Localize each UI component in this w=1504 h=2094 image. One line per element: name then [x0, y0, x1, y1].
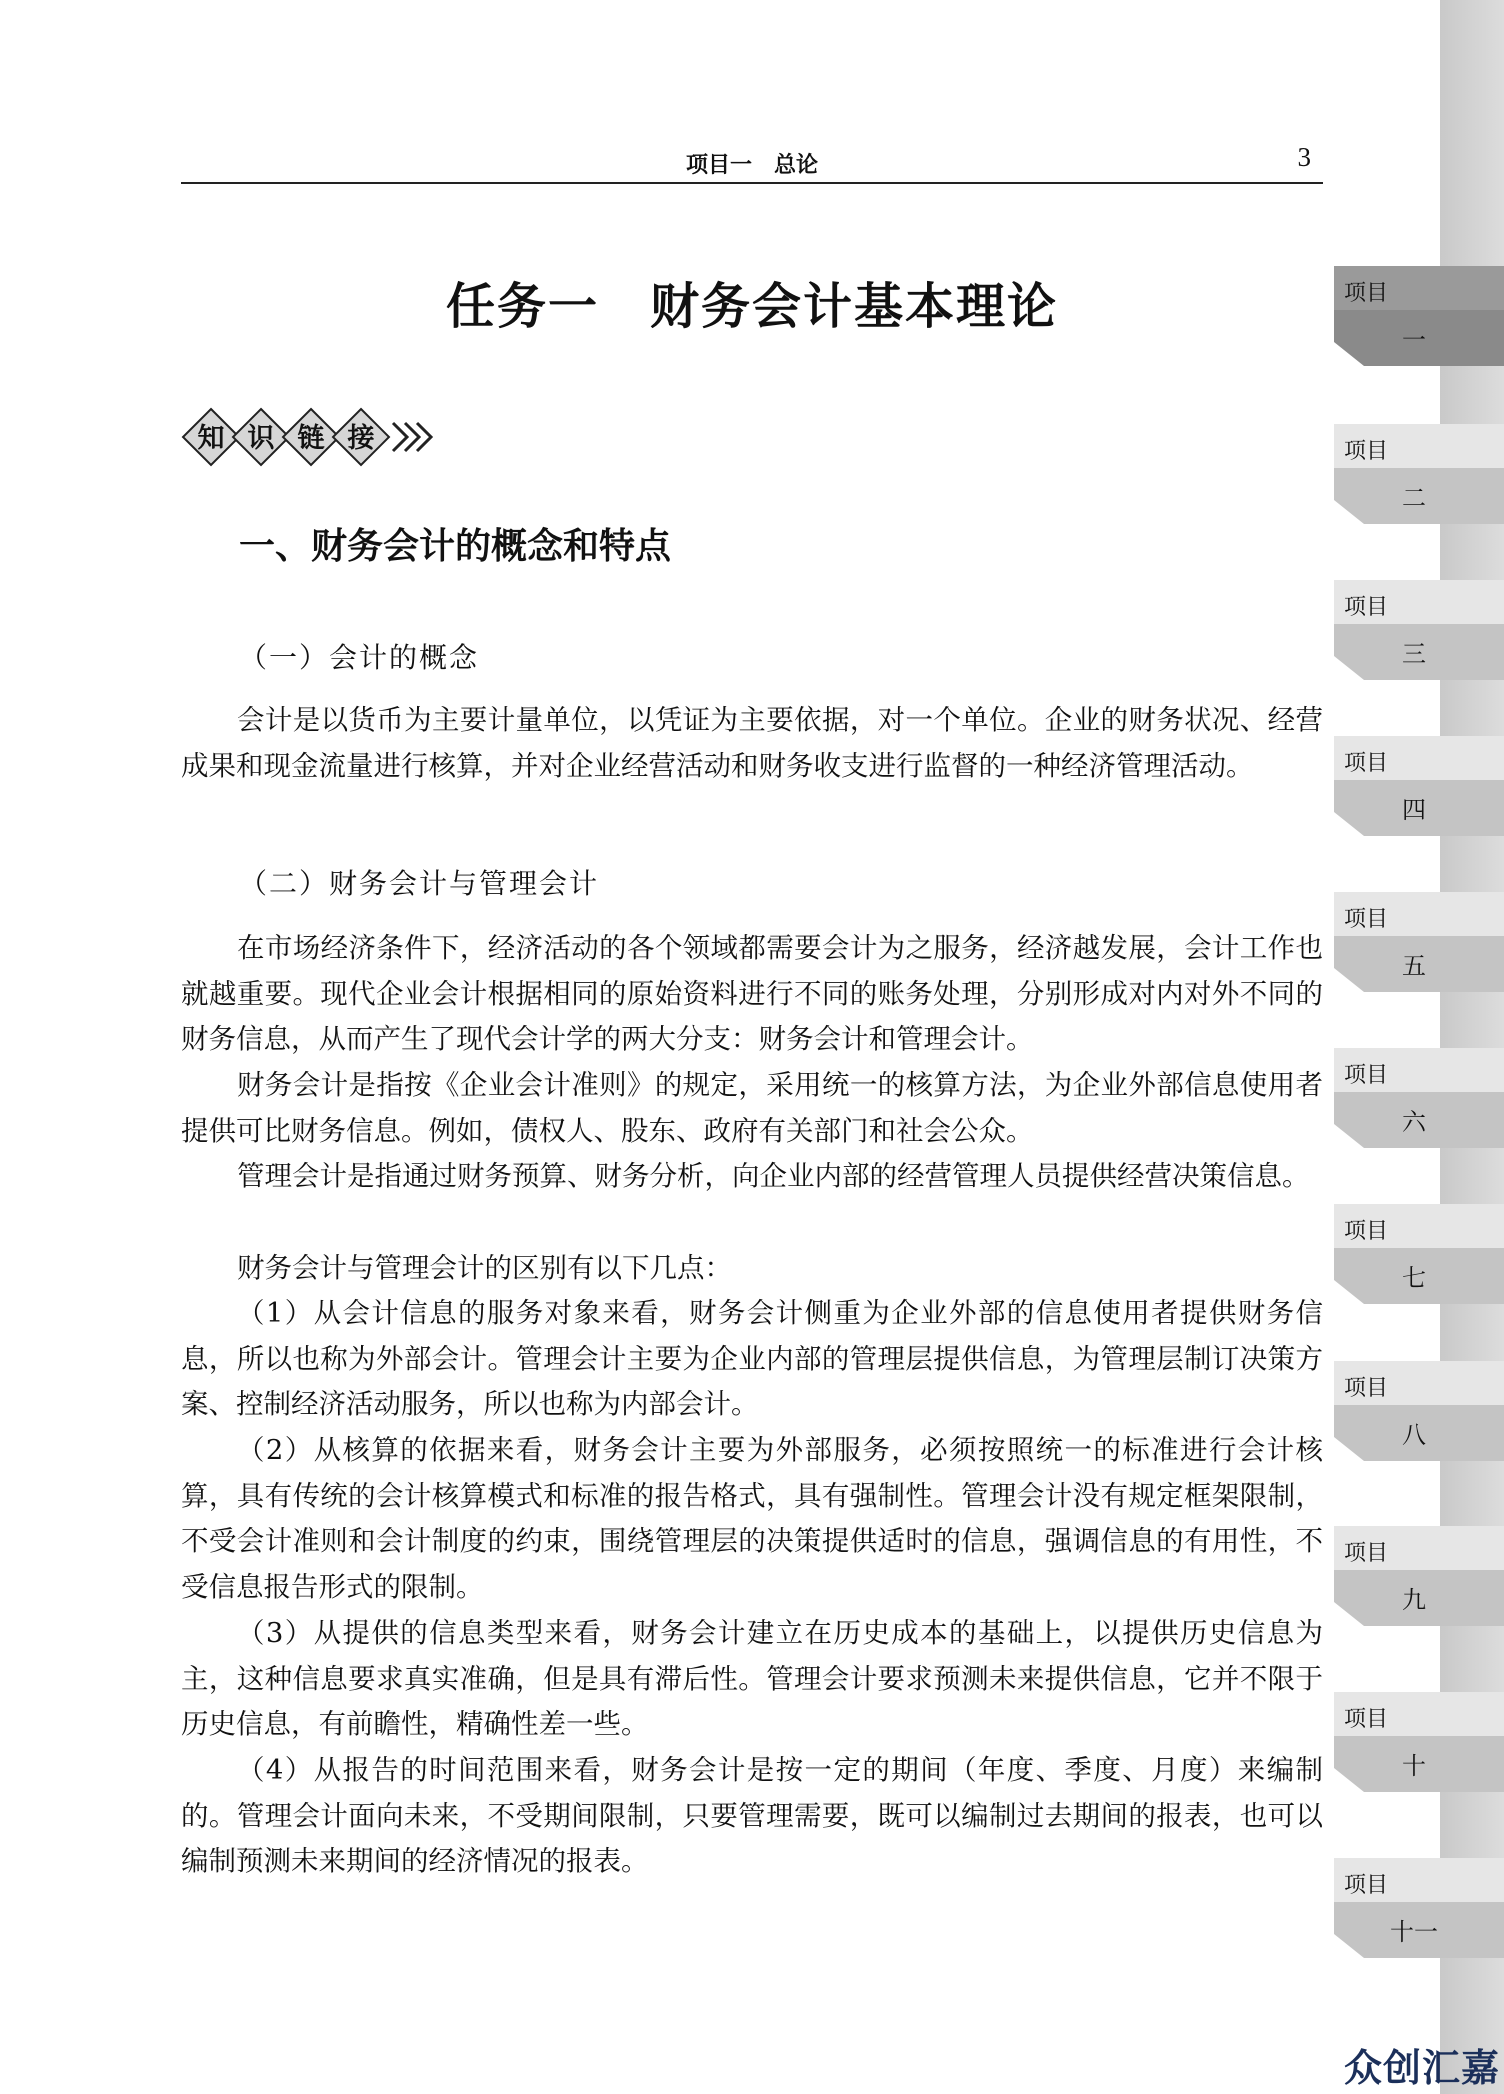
paragraph: 财务会计与管理会计的区别有以下几点：: [237, 1252, 732, 1284]
tab-number: 七: [1402, 1264, 1426, 1292]
tab-label: 项目: [1344, 1873, 1389, 1898]
tab-label: 项目: [1344, 595, 1389, 620]
project-tab-2[interactable]: [1334, 424, 1504, 524]
watermark-logo: 众创汇嘉: [1343, 2046, 1500, 2090]
badge-char-4: 接: [347, 423, 375, 454]
tab-number: 二: [1402, 484, 1426, 512]
tab-number: 十: [1402, 1752, 1426, 1780]
project-tab-10[interactable]: [1334, 1692, 1504, 1792]
task-title: 任务一 财务会计基本理论: [445, 277, 1058, 335]
badge-arrows-icon: [393, 423, 431, 451]
tab-label: 项目: [1344, 281, 1389, 306]
header-title: 项目一 总论: [685, 153, 818, 178]
tab-label: 项目: [1344, 1219, 1389, 1244]
paragraph: （3）从提供的信息类型来看，财务会计建立在历史成本的基础上，以提供历史信息为主，这种信息要求真实准确，但是具有滞后性。管理会计要求预测未来提供信息，它并不限于历史信息，有前瞻性，精确性差一些。: [181, 1617, 1323, 1741]
tab-label: 项目: [1344, 907, 1389, 932]
tab-label: 项目: [1344, 751, 1389, 776]
paragraph: 财务会计是指按《企业会计准则》的规定，采用统一的核算方法，为企业外部信息使用者提供可比财务信息。例如，债权人、股东、政府有关部门和社会公众。: [181, 1069, 1323, 1147]
paragraph: （4）从报告的时间范围来看，财务会计是按一定的期间（年度、季度、月度）来编制的。管理会计面向未来，不受期间限制，只要管理需要，既可以编制过去期间的报表，也可以编制预测未来期间的经济情况的报表。: [181, 1754, 1323, 1878]
paragraph: （1）从会计信息的服务对象来看，财务会计侧重为企业外部的信息使用者提供财务信息，所以也称为外部会计。管理会计主要为企业内部的管理层提供信息，为管理层制订决策方案、控制经济活动服务，所以也称为内部会计。: [181, 1297, 1323, 1421]
knowledge-link-badge: [179, 405, 459, 469]
paragraph: 在市场经济条件下，经济活动的各个领域都需要会计为之服务，经济越发展，会计工作也就越重要。现代企业会计根据相同的原始资料进行不同的账务处理，分别形成对内对外不同的财务信息，从而产生了现代会计学的两大分支：财务会计和管理会计。: [181, 932, 1323, 1056]
badge-char-1: 知: [197, 423, 225, 454]
subsection-heading-2: （二）财务会计与管理会计: [239, 867, 600, 900]
paragraph: （2）从核算的依据来看，财务会计主要为外部服务，必须按照统一的标准进行会计核算，具有传统的会计核算模式和标准的报告格式，具有强制性。管理会计没有规定框架限制，不受会计准则和会计制度的约束，围绕管理层的决策提供适时的信息，强调信息的有用性，不受信息报告形式的限制。: [181, 1434, 1323, 1604]
tab-label: 项目: [1344, 1707, 1389, 1732]
tab-label: 项目: [1344, 439, 1389, 464]
tab-number: 八: [1402, 1421, 1426, 1449]
project-tab-11[interactable]: [1334, 1858, 1504, 1958]
project-tab-4[interactable]: [1334, 736, 1504, 836]
badge-char-3: 链: [297, 423, 325, 454]
tab-label: 项目: [1344, 1541, 1389, 1566]
subsection-heading-1: （一）会计的概念: [239, 641, 480, 674]
project-tab-7[interactable]: [1334, 1204, 1504, 1304]
paragraph: 会计是以货币为主要计量单位，以凭证为主要依据，对一个单位。企业的财务状况、经营成果和现金流量进行核算，并对企业经营活动和财务收支进行监督的一种经济管理活动。: [181, 704, 1323, 782]
badge-char-2: 识: [247, 423, 275, 454]
tab-label: 项目: [1344, 1376, 1389, 1401]
tab-number: 一: [1402, 326, 1426, 354]
project-tab-3[interactable]: [1334, 580, 1504, 680]
paragraph: 管理会计是指通过财务预算、财务分析，向企业内部的经营管理人员提供经营决策信息。: [237, 1160, 1310, 1192]
section-heading: 一、财务会计的概念和特点: [239, 526, 672, 567]
page-number: 3: [1297, 142, 1311, 172]
project-tab-1[interactable]: [1334, 266, 1504, 366]
project-tab-6[interactable]: [1334, 1048, 1504, 1148]
project-tab-5[interactable]: [1334, 892, 1504, 992]
tab-number: 九: [1402, 1586, 1426, 1614]
project-tab-9[interactable]: [1334, 1526, 1504, 1626]
running-header: [181, 140, 1323, 184]
tab-number: 三: [1402, 640, 1426, 668]
tab-number: 四: [1402, 796, 1426, 824]
tab-number: 十一: [1390, 1918, 1438, 1946]
tab-label: 项目: [1344, 1063, 1389, 1088]
tab-number: 六: [1402, 1108, 1426, 1136]
tab-number: 五: [1402, 952, 1426, 980]
project-tab-8[interactable]: [1334, 1361, 1504, 1461]
